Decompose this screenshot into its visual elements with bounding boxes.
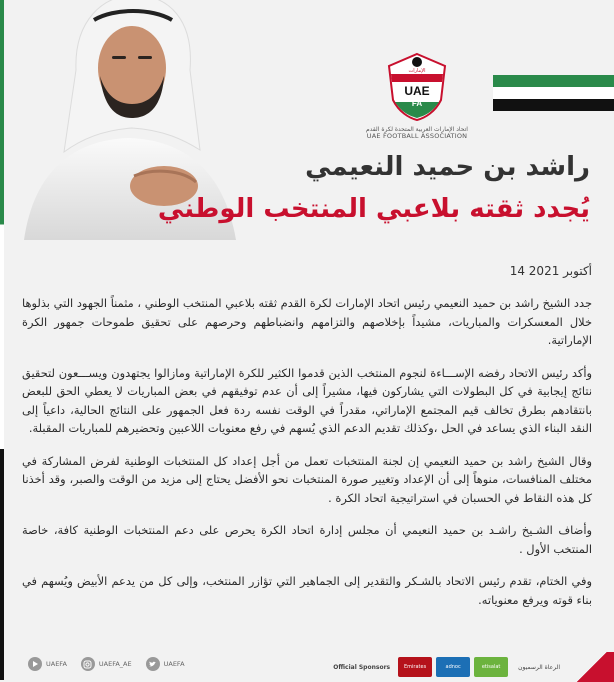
sponsor-name: adnoc bbox=[445, 664, 461, 670]
article-date: 14 أكتوبر 2021 bbox=[509, 264, 592, 278]
logo-abbr2: FA bbox=[411, 99, 423, 108]
sponsors-bar bbox=[333, 652, 614, 682]
youtube-icon bbox=[28, 657, 42, 671]
social-links bbox=[28, 657, 185, 671]
uaefa-emblem-icon bbox=[385, 52, 449, 122]
sponsors-label: Official Sponsors bbox=[333, 663, 391, 671]
social-handle: UAEFA bbox=[46, 660, 67, 668]
sponsor-etisalat-logo bbox=[474, 657, 508, 677]
corner-accent bbox=[570, 652, 614, 682]
uaefa-logo bbox=[362, 52, 472, 152]
article-body bbox=[22, 294, 592, 623]
logo-abbr: UAE bbox=[404, 84, 430, 98]
paragraph: وأضاف الشـيخ راشـد بن حميد النعيمي أن مجلس إدارة اتحاد الكرة يحرص على دعم المنتخبات الوطنية كافة، خاصة المنتخب الأول . bbox=[22, 523, 592, 556]
headline-line1: راشد بن حميد النعيمي bbox=[305, 152, 590, 182]
header bbox=[0, 0, 614, 262]
logo-english-name: UAE FOOTBALL ASSOCIATION bbox=[366, 132, 468, 141]
sponsor-emirates-logo bbox=[398, 657, 432, 677]
sponsor-adnoc-logo bbox=[436, 657, 470, 677]
sponsors-label-ar: الرعاة الرسميون bbox=[518, 663, 560, 671]
sponsor-name: etisalat bbox=[481, 664, 501, 670]
social-handle: UAEFA bbox=[163, 660, 185, 668]
paragraph: وأكد رئيس الاتحاد رفضه الإســـاءة لنجوم المنتخب الذين قدموا الكثير للكرة الإماراتية ومازالوا يجتهدون ويســـعون لتحقيق نتائج إيجابية في كل البطولات التي يشاركون فيها، مشيراً إلى أن عدم توفيقهم في بعض المباريات لا يعطي الحق للبعض بانتقادهم بطرق تخالف قيم المجتمع الإماراتي، مقدراً في الوقت نفسه ردة فعل الجمهور على النتائج الحالية، داعياً إلى النقد البناء الذي يساعد في الحل ،وكذلك تقديم الدعم الذي يُسهم في رفع معنويات اللاعبين وتحضيرهم للمباريات المقبلة. bbox=[22, 365, 592, 435]
twitter-icon bbox=[146, 657, 160, 671]
social-instagram[interactable] bbox=[81, 657, 132, 671]
social-handle: UAEFA_AE bbox=[98, 660, 132, 668]
paragraph: جدد الشيخ راشد بن حميد النعيمي رئيس اتحاد الإمارات لكرة القدم ثقته بلاعبي المنتخب الوطني ، مثمناً الجهود التي بذلوها خلال المعسكرات والمباريات، مشيداً بإخلاصهم والتزامهم وانضباطهم وحرصهم على تحقيق طموحات جمهور الكرة الإماراتية. bbox=[22, 296, 592, 347]
flag-stripe bbox=[493, 75, 614, 111]
footer bbox=[0, 648, 614, 680]
logo-arabic-name: اتحاد الإمارات العربية المتحدة لكرة القدم bbox=[366, 126, 468, 133]
paragraph: وفي الختام، تقدم رئيس الاتحاد بالشـكر والتقدير إلى الجماهير التي تؤازر المنتخب، وإلى كل من يدعم الأبيض ويُسهم في بناء قوته ويرفع معنوياته. bbox=[22, 574, 592, 607]
instagram-icon bbox=[81, 657, 95, 671]
social-twitter[interactable] bbox=[146, 657, 185, 671]
paragraph: وقال الشيخ راشد بن حميد النعيمي إن لجنة المنتخبات تعمل من أجل إعداد كل المنتخبات الوطنية لفرض المشاركة في مختلف المنافسات، منوهاً إلى أن الإعداد وتغيير صورة المنتخبات نحو الأفضل يحتاج إلى مزيد من الوقت والصبر، وقد أخذنا كل هذه النقاط في الحسبان في استراتيجية اتحاد الكرة . bbox=[22, 453, 592, 505]
sponsor-name: Emirates bbox=[404, 664, 427, 670]
logo-arabic-top: الإمارات bbox=[408, 68, 426, 74]
social-youtube[interactable] bbox=[28, 657, 67, 671]
headline-line2: يُجدد ثقته بلاعبي المنتخب الوطني bbox=[157, 194, 590, 224]
